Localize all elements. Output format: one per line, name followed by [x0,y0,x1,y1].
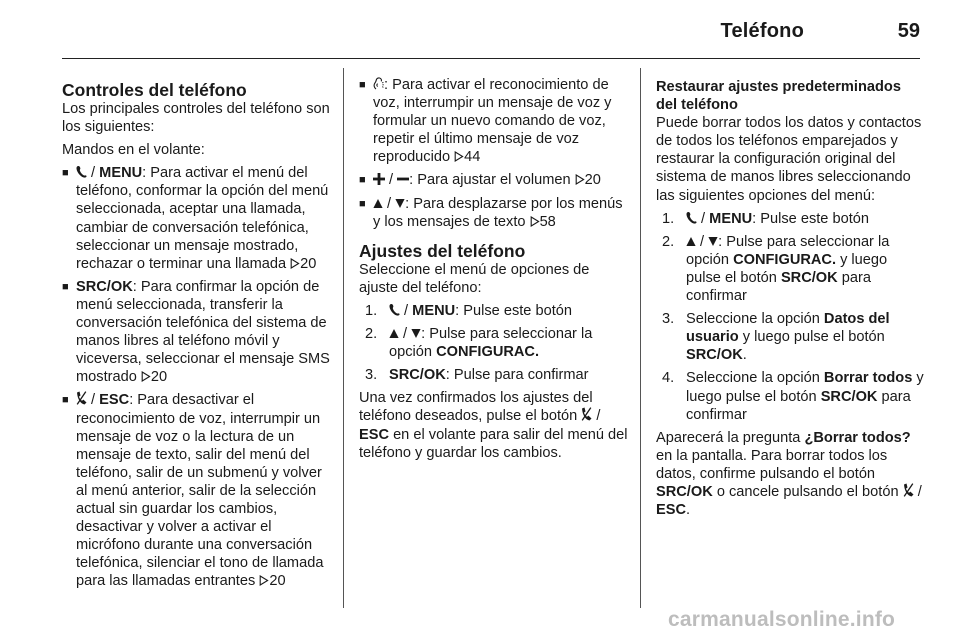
step-number: 2. [662,233,675,250]
phone-icon [389,303,400,316]
section-heading-settings: Ajustes del teléfono [359,240,526,261]
wheel-label: Mandos en el volante: [62,142,205,159]
step-number: 3. [662,311,675,328]
list-item: ■ / ESC: Para desactivar el reconocimiento de voz, interrumpir un mensaje de voz o la lectura de un mensaje de texto, salir del menú del teléfono, salir de un submenú y volver al menú anterior, salir de la selección actual sin guardar los cambios, desactivar y volver a activar el micrófono durante una conversación telefónica, silenciar el tono de llamada para las llamadas entrantes 20 [62,392,324,590]
voice-icon [373,77,384,90]
key-label: Borrar todos [823,370,913,387]
phone-icon [76,165,87,178]
key-label: Datos del usuario [686,311,890,346]
list-item: ■ / MENU: Para activar el menú del teléfono, conformar la opción del menú seleccionada, aceptar una llamada, cambiar de conversación telefónica, seleccionar un mensaje mostrado, rechazar o terminar una llamada 20 [62,165,329,272]
page-ref-icon [454,149,464,160]
key-label: MENU [412,302,456,319]
page-ref-icon [141,369,151,380]
page-ref: 58 [539,213,556,230]
mute-icon [581,407,592,421]
key-label: MENU [709,210,753,227]
step-number: 3. [365,367,378,384]
key-label: ESC [656,502,687,519]
bullet-square: ■ [359,79,366,91]
step-item: 1. / MENU: Pulse este botón [662,210,869,227]
step-number: 2. [365,326,378,343]
page-ref-icon [530,214,540,225]
intro-text: Seleccione el menú de opciones de ajuste del teléfono: [359,261,590,296]
page-ref-icon [259,573,269,584]
bullet-square: ■ [62,280,69,293]
key-label: SRC/OK [686,347,743,364]
key-label: SRC/OK [389,367,446,384]
bullet-square: ■ [62,394,69,407]
intro-text: Puede borrar todos los datos y contactos de todos los teléfonos emparejados y restaurar la configuración original del sistema de manos libres seleccionando las siguientes opciones del menú: [656,115,922,204]
outro-text: Una vez confirmados los ajustes del teléfono deseados, pulse el botón / ESC en el volante para salir del menú del teléfono y guardar los cambios. [359,390,628,461]
key-label: SRC/OK [780,269,838,286]
page-ref: 20 [584,172,601,189]
key-label: ESC [99,392,130,409]
mute-icon [903,483,914,497]
page-ref: 20 [150,369,168,386]
down-triangle-icon [411,328,421,339]
page-number: 59 [897,20,920,42]
bullet-square: ■ [359,174,366,187]
phone-icon [686,211,697,224]
bullet-square: ■ [359,197,366,210]
page-ref: 20 [300,255,317,272]
key-label: CONFIGURAC. [733,251,837,268]
section-heading-controls: Controles del teléfono [62,80,247,100]
key-label: ¿Borrar todos? [804,429,911,446]
column-3 [656,78,924,524]
column-1 [62,80,332,595]
page-ref: 20 [269,573,286,590]
mute-icon [76,391,87,405]
section-heading-restore: Restaurar ajustes predeterminados del teléfono [656,79,901,114]
page-header [62,0,920,59]
page-ref-icon [575,172,585,183]
column-divider [343,68,344,608]
watermark: carmanualsonline.info [668,608,896,631]
key-label: SRC/OK [820,388,878,405]
step-number: 1. [365,302,378,319]
list-item: ■ / : Para ajustar el volumen 20 [359,172,601,189]
list-item: ■ : Para activar el reconocimiento de voz, interrumpir un mensaje de voz y formular un nuevo comando de voz, repetir el último mensaje de voz reproducido 44 [359,77,612,166]
up-triangle-icon [389,328,399,339]
list-item: ■ SRC/OK: Para confirmar la opción de menú seleccionada, transferir la conversación telefónica del sistema de manos libres al teléfono móvil y viceversa, seleccionar el mensaje SMS mostrado 20 [62,278,330,386]
down-triangle-icon [708,236,718,247]
step-item: 2. / : Pulse para seleccionar la opción CONFIGURAC. y luego pulse el botón SRC/OK para confirmar [662,233,890,305]
step-item: 2. / : Pulse para seleccionar la opción CONFIGURAC. [365,326,593,361]
up-triangle-icon [686,236,696,247]
page-title: Teléfono [720,20,804,42]
minus-icon [397,173,409,185]
step-number: 4. [662,370,675,387]
key-label: ESC [359,426,390,443]
page-ref-icon [290,256,300,267]
step-number: 1. [662,210,675,227]
step-item: 3. Seleccione la opción Datos del usuario y luego pulse el botón SRC/OK. [662,311,890,364]
step-item: 3. SRC/OK: Pulse para confirmar [365,367,589,384]
intro-text: Los principales controles del teléfono son los siguientes: [62,101,330,136]
bullet-square: ■ [62,167,69,180]
step-item: 4. Seleccione la opción Borrar todos y luego pulse el botón SRC/OK para confirmar [662,370,924,423]
column-divider [640,68,641,608]
column-2 [359,76,631,467]
key-label: MENU [99,165,143,182]
list-item: ■ / : Para desplazarse por los menús y los mensajes de texto 58 [359,195,623,230]
key-label: SRC/OK [76,278,133,295]
key-label: SRC/OK [656,483,713,500]
down-triangle-icon [395,198,405,209]
final-text: Aparecerá la pregunta ¿Borrar todos? en la pantalla. Para borrar todos los datos, confirme pulsando el botón SRC/OK o cancele pulsando el botón / ESC. [656,429,922,519]
plus-icon [373,173,385,185]
page-ref: 44 [464,149,481,166]
key-label: CONFIGURAC. [436,344,540,361]
up-triangle-icon [373,198,383,209]
step-item: 1. / MENU: Pulse este botón [365,302,572,319]
